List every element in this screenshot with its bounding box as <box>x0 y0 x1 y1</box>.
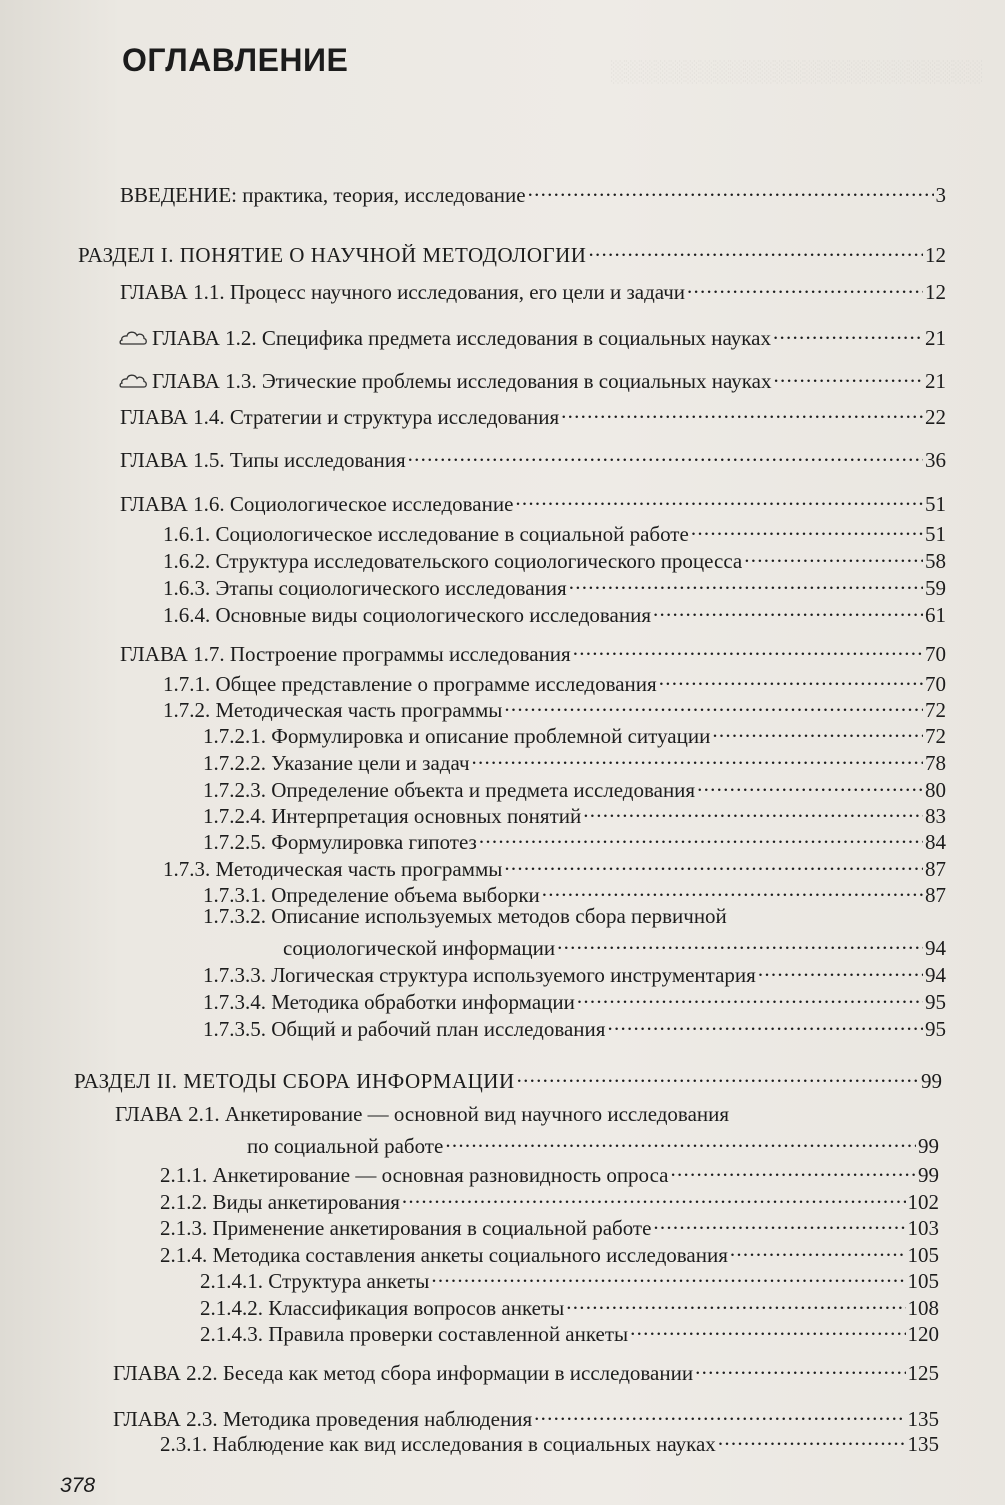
toc-entry-label: 2.1.2. Виды анкетирования <box>160 1190 400 1214</box>
toc-entry-page: 3 <box>935 183 946 207</box>
toc-entry-page: 59 <box>925 576 946 600</box>
leader-dots <box>730 1236 906 1262</box>
toc-entry-label: 1.6.3. Этапы социологического исследования <box>163 576 567 600</box>
toc-entry-page: 87 <box>925 857 946 881</box>
toc-entry-page: 94 <box>925 936 946 960</box>
leader-dots <box>773 362 923 388</box>
leader-dots <box>528 176 934 202</box>
toc-entry-page: 105 <box>907 1269 939 1293</box>
toc-entry-chapter-2-1[interactable] <box>247 1127 939 1159</box>
toc-entry-2-3-1[interactable] <box>160 1425 939 1457</box>
toc-entry-chapter-2-2[interactable] <box>113 1354 939 1386</box>
toc-entry-label: 2.1.4.2. Классификация вопросов анкеты <box>200 1296 565 1320</box>
leader-dots <box>670 1156 916 1182</box>
toc-entry-label: 1.7.3.3. Логическая структура используемого инструментария <box>203 963 756 987</box>
toc-entry-1-7-3-5[interactable] <box>203 1010 946 1042</box>
toc-entry-chapter-1-6[interactable] <box>120 485 946 517</box>
toc-entry-page: 108 <box>907 1296 939 1320</box>
toc-entry-page: 94 <box>925 963 946 987</box>
toc-entry-label: 1.7.2.5. Формулировка гипотез <box>203 830 477 854</box>
toc-entry-label: 1.7.2. Методическая часть программы <box>163 698 503 722</box>
toc-entry-label: РАЗДЕЛ II. МЕТОДЫ СБОРА ИНФОРМАЦИИ <box>74 1069 515 1093</box>
toc-entry-page: 83 <box>925 804 946 828</box>
leader-dots <box>561 398 923 424</box>
toc-entry-label: 2.1.4.3. Правила проверки составленной анкеты <box>200 1322 629 1346</box>
leader-dots <box>697 771 923 797</box>
toc-entry-label: 1.7.2.1. Формулировка и описание проблемной ситуации <box>203 724 711 748</box>
toc-entry-label: ГЛАВА 1.2. Специфика предмета исследования в социальных науках <box>152 326 771 350</box>
toc-entry-introduction[interactable] <box>120 176 946 208</box>
leader-dots <box>773 319 923 345</box>
toc-entry-page: 72 <box>925 724 946 748</box>
leader-dots <box>504 850 923 876</box>
toc-entry-label: ГЛАВА 2.3. Методика проведения наблюдения <box>113 1407 533 1431</box>
leader-dots <box>659 665 923 691</box>
toc-entry-1-6-4[interactable] <box>163 596 946 628</box>
toc-entry-label: ГЛАВА 1.4. Стратегии и структура исследования <box>120 405 560 429</box>
leader-dots <box>542 876 923 902</box>
toc-entry-label: 1.7.3.4. Методика обработки информации <box>203 990 575 1014</box>
cloud-icon <box>118 372 148 388</box>
toc-entry-page: 51 <box>925 522 946 546</box>
toc-entry-section-1[interactable] <box>78 236 946 268</box>
leader-dots <box>718 1425 906 1451</box>
leader-dots <box>577 983 923 1009</box>
leader-dots <box>479 823 923 849</box>
toc-entry-label: РАЗДЕЛ I. ПОНЯТИЕ О НАУЧНОЙ МЕТОДОЛОГИИ <box>78 243 587 267</box>
leader-dots <box>653 596 923 622</box>
toc-entry-page: 12 <box>925 243 946 267</box>
toc-entry-2-1-4-3[interactable] <box>200 1315 939 1347</box>
toc-entry-page: 99 <box>918 1163 939 1187</box>
toc-entry-label: ГЛАВА 2.2. Беседа как метод сбора информации в исследовании <box>113 1361 694 1385</box>
leader-dots <box>758 956 923 982</box>
toc-entry-label: 1.7.2.3. Определение объекта и предмета исследования <box>203 778 696 802</box>
leader-dots <box>653 1209 905 1235</box>
leader-dots <box>691 515 923 541</box>
toc-entry-page: 84 <box>925 830 946 854</box>
toc-entry-page: 95 <box>925 990 946 1014</box>
toc-entry-chapter-1-4[interactable] <box>120 398 946 430</box>
toc-entry-page: 125 <box>907 1361 939 1385</box>
toc-entry-chapter-1-7[interactable] <box>120 635 946 667</box>
leader-dots <box>583 797 923 823</box>
page-title: ОГЛАВЛЕНИЕ <box>122 42 349 78</box>
toc-entry-label: ГЛАВА 1.6. Социологическое исследование <box>120 492 514 516</box>
leader-dots <box>431 1262 905 1288</box>
toc-entry-section-2[interactable] <box>74 1062 942 1094</box>
leader-dots <box>472 744 924 770</box>
toc-entry-chapter-1-3[interactable] <box>118 362 946 394</box>
toc-entry-page: 58 <box>925 549 946 573</box>
toc-entry-page: 70 <box>925 672 946 696</box>
leader-dots <box>712 717 923 743</box>
toc-entry-label: ГЛАВА 1.3. Этические проблемы исследования в социальных науках <box>152 369 772 393</box>
leader-dots <box>630 1315 905 1341</box>
toc-entry-label: 2.1.3. Применение анкетирования в социальной работе <box>160 1216 652 1240</box>
page-number: 378 <box>60 1474 96 1497</box>
leader-dots <box>695 1354 905 1380</box>
toc-entry-page: 87 <box>925 883 946 907</box>
toc-entry-label: 1.7.2.2. Указание цели и задач <box>203 751 470 775</box>
toc-entry-chapter-1-2[interactable] <box>118 319 946 351</box>
toc-entry-page: 36 <box>925 448 946 472</box>
toc-entry-label: 2.1.4.1. Структура анкеты <box>200 1269 430 1293</box>
toc-entry-page: 105 <box>907 1243 939 1267</box>
toc-entry-page: 61 <box>925 603 946 627</box>
toc-entry-label: ГЛАВА 1.5. Типы исследования <box>120 448 406 472</box>
leader-dots <box>573 635 923 661</box>
toc-entry-page: 120 <box>907 1322 939 1346</box>
leader-dots <box>517 1062 919 1088</box>
leader-dots <box>607 1010 923 1036</box>
leader-dots <box>566 1289 905 1315</box>
toc-entry-page: 135 <box>907 1407 939 1431</box>
toc-entry-label: по социальной работе <box>247 1134 444 1158</box>
toc-entry-page: 72 <box>925 698 946 722</box>
toc-entry-page: 22 <box>925 405 946 429</box>
leader-dots <box>744 542 923 568</box>
toc-entry-page: 70 <box>925 642 946 666</box>
toc-entry-page: 102 <box>907 1190 939 1214</box>
toc-entry-page: 78 <box>925 751 946 775</box>
leader-dots <box>557 929 923 955</box>
toc-entry-label: 1.7.3.5. Общий и рабочий план исследования <box>203 1017 606 1041</box>
leader-dots <box>534 1400 905 1426</box>
toc-entry-label: 1.6.1. Социологическое исследование в социальной работе <box>163 522 689 546</box>
toc-entry-page: 21 <box>925 369 946 393</box>
toc-entry-label: социологической информации <box>283 936 556 960</box>
leader-dots <box>504 691 923 717</box>
leader-dots <box>515 485 923 511</box>
toc-entry-label: ГЛАВА 1.7. Построение программы исследования <box>120 642 571 666</box>
toc-entry-page: 135 <box>907 1432 939 1456</box>
leader-dots <box>408 441 923 467</box>
toc-entry-label: 2.3.1. Наблюдение как вид исследования в социальных науках <box>160 1432 716 1456</box>
toc-entry-page: 51 <box>925 492 946 516</box>
toc-entry-page: 99 <box>918 1134 939 1158</box>
toc-entry-page: 95 <box>925 1017 946 1041</box>
toc-entry-label: 1.7.2.4. Интерпретация основных понятий <box>203 804 582 828</box>
toc-entry-chapter-1-1[interactable] <box>120 273 946 305</box>
toc-entry-chapter-2-1-line1[interactable]: ГЛАВА 2.1. Анкетирование — основной вид научного исследования <box>115 1102 730 1126</box>
toc-entry-label: 2.1.1. Анкетирование — основная разновидность опроса <box>160 1163 669 1187</box>
toc-entry-chapter-1-5[interactable] <box>120 441 946 473</box>
leader-dots <box>445 1127 916 1153</box>
toc-entry-label: 1.7.3.1. Определение объема выборки <box>203 883 540 907</box>
toc-entry-page: 80 <box>925 778 946 802</box>
leader-dots <box>588 236 923 262</box>
cloud-icon <box>118 329 148 345</box>
toc-entry-page: 21 <box>925 326 946 350</box>
toc-entry-page: 12 <box>925 280 946 304</box>
leader-dots <box>402 1183 906 1209</box>
toc-entry-label: 1.7.3. Методическая часть программы <box>163 857 503 881</box>
bleed-through: ░░░░░░░░░░░░░░░░░░░░░░░░░ <box>610 59 982 83</box>
toc-entry-label: 2.1.4. Методика составления анкеты социального исследования <box>160 1243 728 1267</box>
toc-entry-label: 1.6.2. Структура исследовательского социологического процесса <box>163 549 743 573</box>
toc-entry-label: 1.6.4. Основные виды социологического исследования <box>163 603 651 627</box>
leader-dots <box>687 273 923 299</box>
toc-entry-label: ВВЕДЕНИЕ: практика, теория, исследование <box>120 183 526 207</box>
toc-entry-1-7-3-2-line1[interactable]: 1.7.3.2. Описание используемых методов сбора первичной <box>203 904 727 928</box>
toc-entry-label: ГЛАВА 1.1. Процесс научного исследования, его цели и задачи <box>120 280 686 304</box>
leader-dots <box>569 569 923 595</box>
toc-entry-label: 1.7.1. Общее представление о программе исследования <box>163 672 657 696</box>
toc-entry-page: 103 <box>907 1216 939 1240</box>
toc-entry-page: 99 <box>921 1069 942 1093</box>
